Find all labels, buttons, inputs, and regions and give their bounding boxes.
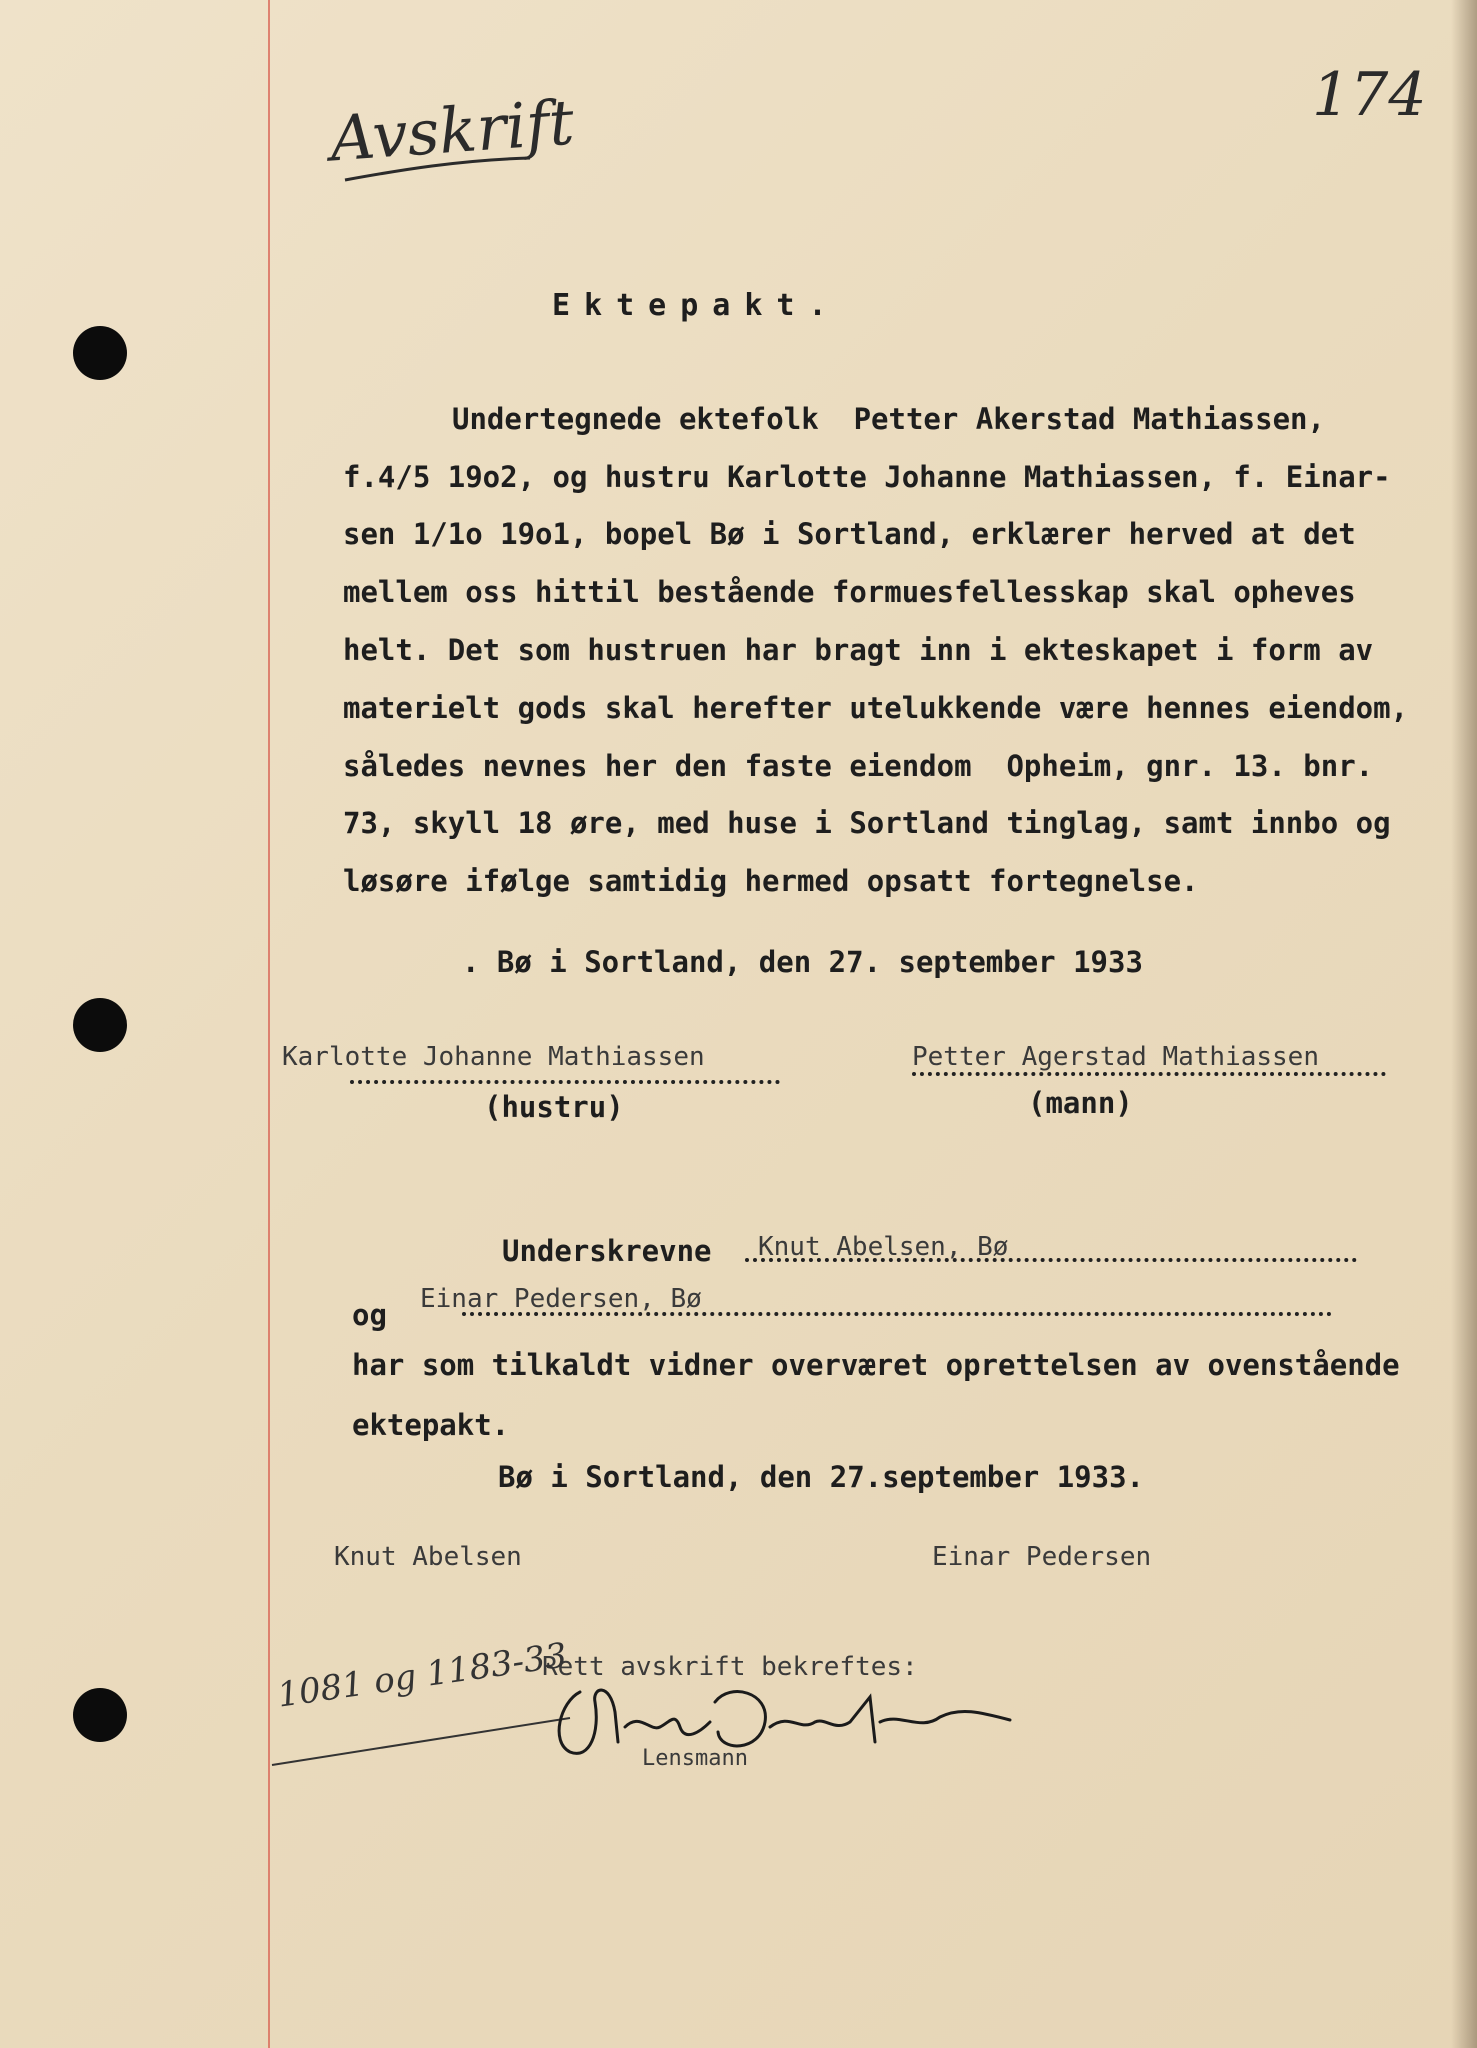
document-title: Ektepakt. (552, 288, 841, 323)
body-line-9: løsøre ifølge samtidig hermed opsatt fortegnelse. (343, 864, 1199, 898)
husband-signature-dotted-line (912, 1072, 1386, 1076)
punch-hole-bottom (73, 1688, 127, 1742)
witness-signature-left: Knut Abelsen (334, 1542, 522, 1572)
wife-role: (hustru) (484, 1090, 624, 1124)
witness-statement-line: har som tilkaldt vidner overværet oprettelsen av ovenstående (352, 1348, 1400, 1382)
date-line-2: Bø i Sortland, den 27.september 1933. (498, 1460, 1145, 1494)
margin-note: 1081 og 1183-33 (275, 1635, 570, 1716)
date-line-1: . Bø i Sortland, den 27. september 1933 (462, 945, 1143, 979)
stamp-underline (340, 150, 540, 190)
lensmann-signature (540, 1672, 1040, 1772)
wife-signature-dotted-line (350, 1080, 780, 1084)
avskrift-stamp: Avskrift (327, 85, 577, 176)
punch-hole-top (73, 326, 127, 380)
body-line-3: sen 1/1o 19o1, bopel Bø i Sortland, erklærer herved at det (343, 517, 1356, 551)
witness-statement-end: ektepakt. (352, 1408, 510, 1442)
witness-1-name: Knut Abelsen, Bø (758, 1232, 1009, 1262)
body-line-5: helt. Det som hustruen har bragt inn i ekteskapet i form av (343, 633, 1374, 667)
husband-signature-name: Petter Agerstad Mathiassen (912, 1042, 1319, 1072)
body-line-8: 73, skyll 18 øre, med huse i Sortland tinglag, samt innbo og (343, 806, 1391, 840)
body-line-1: Undertegnede ektefolk Petter Akerstad Mathiassen, (452, 402, 1325, 436)
witness-signature-right: Einar Pedersen (932, 1542, 1152, 1572)
body-line-2: f.4/5 19o2, og hustru Karlotte Johanne Mathiassen, f. Einar- (343, 460, 1391, 494)
certification-text: Rett avskrift bekreftes: (542, 1652, 918, 1682)
witness-1-dotted-line (745, 1258, 1357, 1262)
husband-role: (mann) (1028, 1086, 1133, 1120)
wife-signature-name: Karlotte Johanne Mathiassen (282, 1042, 705, 1072)
page-number: 174 (1312, 60, 1427, 130)
witness-label-1: Underskrevne (502, 1234, 712, 1268)
body-line-7: således nevnes her den faste eiendom Opheim, gnr. 13. bnr. (343, 749, 1374, 783)
witness-2-name: Einar Pedersen, Bø (420, 1284, 702, 1314)
body-line-6: materielt gods skal herefter utelukkende være hennes eiendom, (343, 691, 1409, 725)
punch-hole-middle (73, 998, 127, 1052)
witness-label-2: og (352, 1298, 387, 1332)
body-line-4: mellem oss hittil bestående formuesfellesskap skal opheves (343, 575, 1356, 609)
witness-2-dotted-line (462, 1312, 1332, 1316)
page-edge-shadow (1451, 0, 1477, 2048)
certification-role: Lensmann (642, 1746, 748, 1771)
